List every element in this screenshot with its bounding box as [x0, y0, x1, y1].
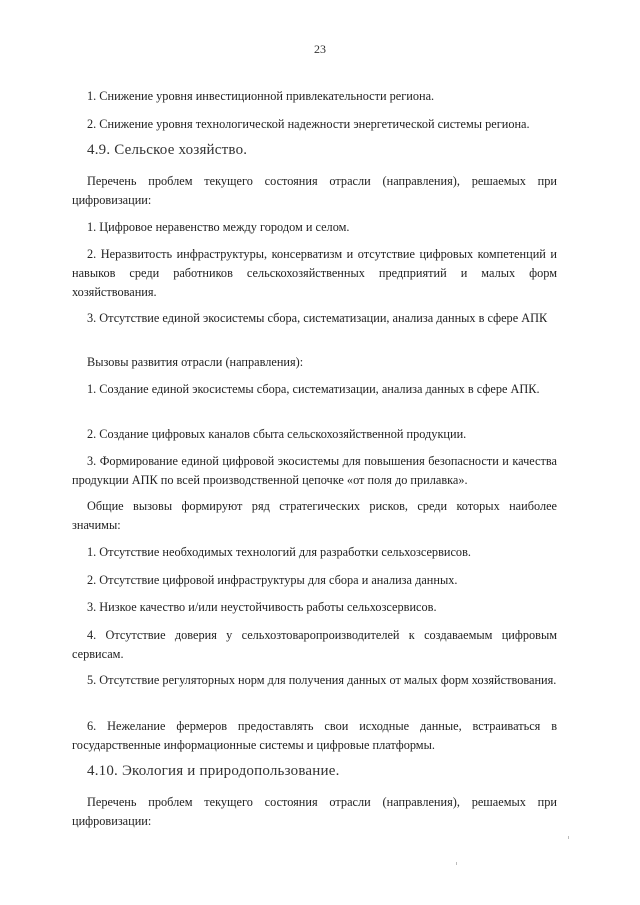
paragraph: 2. Снижение уровня технологической надежности энергетической системы региона.: [87, 117, 530, 131]
paragraph: 4. Отсутствие доверия у сельхозтоваропроизводителей к создаваемым цифровым сервисам.: [72, 628, 557, 661]
page-number: 23: [314, 42, 326, 56]
paragraph: Общие вызовы формируют ряд стратегических рисков, среди которых наиболее значимы:: [72, 499, 557, 532]
section-heading: 4.9. Сельское хозяйство.: [87, 142, 248, 158]
paragraph: 2. Неразвитость инфраструктуры, консерватизм и отсутствие цифровых компетенций и навыков среди работников сельскохозяйственных предприятий и малых форм хозяйствования.: [72, 247, 557, 299]
paragraph: 3. Отсутствие единой экосистемы сбора, систематизации, анализа данных в сфере АПК: [87, 311, 548, 325]
paragraph: 3. Формирование единой цифровой экосистемы для повышения безопасности и качества продукции АПК по всей производственной цепочке «от поля до прилавка».: [72, 454, 557, 487]
paragraph: 2. Отсутствие цифровой инфраструктуры для сбора и анализа данных.: [87, 573, 458, 587]
scan-artifact: [568, 836, 569, 839]
paragraph: 6. Нежелание фермеров предоставлять свои исходные данные, встраиваться в государственные информационные системы и цифровые платформы.: [72, 719, 557, 752]
paragraph: Перечень проблем текущего состояния отрасли (направления), решаемых при цифровизации:: [72, 174, 557, 207]
paragraph: Перечень проблем текущего состояния отрасли (направления), решаемых при цифровизации:: [72, 795, 557, 828]
paragraph: 1. Цифровое неравенство между городом и селом.: [87, 220, 350, 234]
section-heading: 4.10. Экология и природопользование.: [87, 763, 340, 779]
paragraph: 1. Создание единой экосистемы сбора, систематизации, анализа данных в сфере АПК.: [87, 382, 540, 396]
paragraph: 2. Создание цифровых каналов сбыта сельскохозяйственной продукции.: [87, 427, 467, 441]
scan-artifact: [456, 862, 457, 865]
paragraph: Вызовы развития отрасли (направления):: [87, 355, 304, 369]
paragraph: 1. Отсутствие необходимых технологий для разработки сельхозсервисов.: [87, 545, 471, 559]
paragraph: 1. Снижение уровня инвестиционной привлекательности региона.: [87, 89, 435, 103]
paragraph: 5. Отсутствие регуляторных норм для получения данных от малых форм хозяйствования.: [87, 673, 557, 687]
paragraph: 3. Низкое качество и/или неустойчивость работы сельхозсервисов.: [87, 600, 437, 614]
